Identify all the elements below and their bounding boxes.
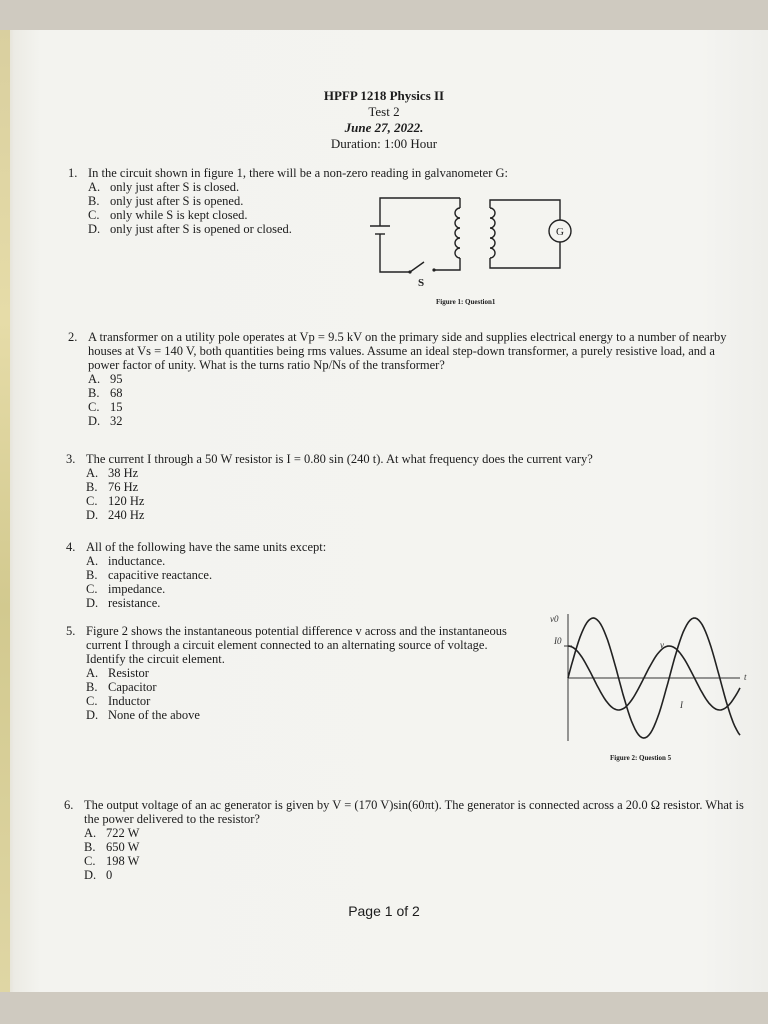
option-b: B. 76 Hz	[86, 480, 139, 494]
option-d: D. 0	[84, 868, 113, 882]
option-b: B. only just after S is opened.	[88, 194, 244, 208]
option-a: A. 38 Hz	[86, 466, 139, 480]
option-c: C. 120 Hz	[86, 494, 145, 508]
question-4	[66, 540, 466, 610]
v-label: v	[660, 640, 664, 650]
option-a: A. Resistor	[86, 666, 149, 680]
option-a: A. inductance.	[86, 554, 166, 568]
question-5	[66, 624, 516, 722]
question-6	[64, 798, 754, 882]
question-stem: Figure 2 shows the instantaneous potential difference v across and the instantaneous current I through a circuit element connected to an alternating source of voltage. Identify the circuit element.	[86, 624, 507, 666]
question-stem: A transformer on a utility pole operates at Vp = 9.5 kV on the primary side and supplies electrical energy to a number of nearby houses at Vs = 140 V, both quantities being rms values. Assume an ideal step-down transformer, a purely resistive load, and a power factor of unity. What is the turns ratio Np/Ns of the transformer?	[88, 330, 727, 372]
question-number: 4.	[66, 540, 76, 554]
figure2-caption: Figure 2: Question 5	[610, 754, 672, 762]
question-stem: In the circuit shown in figure 1, there will be a non-zero reading in galvanometer G:	[88, 166, 508, 180]
question-stem: The current I through a 50 W resistor is I = 0.80 sin (240 t). At what frequency does the current vary?	[86, 452, 593, 466]
v0-label: v0	[550, 614, 559, 624]
course-title: HPFP 1218 Physics II	[323, 88, 445, 103]
option-d: D. resistance.	[86, 596, 161, 610]
waveform-figure	[540, 606, 755, 756]
test-title: Test 2	[368, 104, 400, 119]
switch-contact	[408, 270, 411, 273]
circuit-figure	[360, 190, 580, 290]
option-b: B. Capacitor	[86, 680, 157, 694]
option-c: C. 198 W	[84, 854, 140, 868]
question-stem: The output voltage of an ac generator is given by V = (170 V)sin(60πt). The generator is connected across a 20.0 Ω resistor. What is the power delivered to the resistor?	[84, 798, 744, 826]
option-b: B. 650 W	[84, 840, 140, 854]
i-label: I	[680, 700, 683, 710]
option-d: D. only just after S is opened or closed.	[88, 222, 292, 236]
option-a: A. 95	[88, 372, 123, 386]
figure1-caption: Figure 1: Question1	[436, 298, 496, 306]
option-c: C. impedance.	[86, 582, 166, 596]
question-number: 1.	[68, 166, 78, 180]
switch-label: S	[418, 277, 425, 289]
option-a: A. only just after S is closed.	[88, 180, 240, 194]
galvanometer-label: G	[556, 226, 564, 238]
question-3	[66, 452, 726, 522]
page-number: Page 1 of 2	[348, 903, 420, 919]
t-label: t	[744, 672, 747, 682]
question-number: 5.	[66, 624, 76, 638]
question-number: 3.	[66, 452, 76, 466]
exam-header	[0, 88, 768, 152]
option-c: C. Inductor	[86, 694, 151, 708]
exam-duration: Duration: 1:00 Hour	[330, 136, 438, 151]
paper-edge	[0, 30, 10, 992]
option-c: C. only while S is kept closed.	[88, 208, 248, 222]
question-number: 6.	[64, 798, 74, 812]
switch-contact	[432, 268, 435, 271]
i0-label: I0	[554, 636, 562, 646]
option-d: D. None of the above	[86, 708, 200, 722]
option-d: D. 240 Hz	[86, 508, 145, 522]
option-b: B. 68	[88, 386, 123, 400]
option-c: C. 15	[88, 400, 123, 414]
exam-date: June 27, 2022.	[344, 120, 424, 135]
question-number: 2.	[68, 330, 78, 344]
question-stem: All of the following have the same units except:	[86, 540, 327, 554]
option-d: D. 32	[88, 414, 123, 428]
option-a: A. 722 W	[84, 826, 140, 840]
option-b: B. capacitive reactance.	[86, 568, 213, 582]
question-2	[68, 330, 748, 428]
